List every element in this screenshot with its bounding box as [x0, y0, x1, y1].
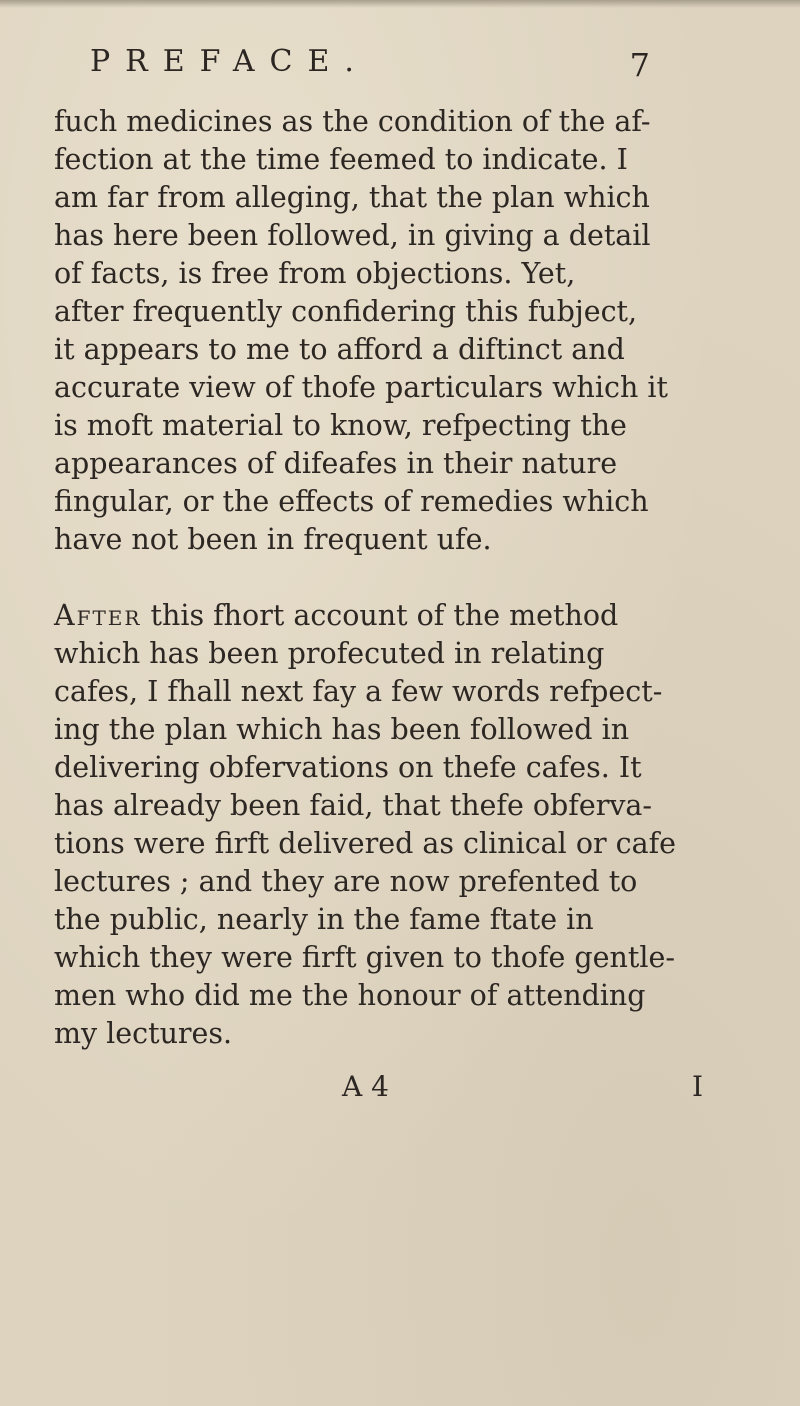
text-line: have not been in frequent ufe. [54, 523, 492, 556]
text-line: delivering obfervations on thefe cafes. It [54, 751, 642, 784]
text-line-rest: this fhort account of the method [141, 599, 619, 632]
page-number: 7 [629, 46, 650, 84]
text-line: accurate view of thofe particulars which it [54, 371, 668, 404]
text-line: tions were firft delivered as clinical or cafe [54, 827, 677, 860]
text-line [54, 597, 744, 635]
text-line: has here been followed, in giving a detail [54, 219, 651, 252]
text-line: am far from alleging, that the plan which [54, 181, 650, 214]
text-line: the public, nearly in the fame ftate in [54, 903, 594, 936]
text-line: is moft material to know, refpecting the [54, 409, 627, 442]
catchword: I [692, 1070, 704, 1103]
text-line: it appears to me to afford a diftinct and [54, 333, 625, 366]
text-line: ing the plan which has been followed in [54, 713, 630, 746]
text-line: lectures ; and they are now prefented to [54, 865, 638, 898]
running-head [90, 44, 650, 94]
text-line: of facts, is free from objections. Yet, [54, 257, 576, 290]
text-line: which has been profecuted in relating [54, 637, 605, 670]
body-text [54, 103, 744, 1053]
text-line: men who did me the honour of attending [54, 979, 646, 1012]
text-line: cafes, I fhall next fay a few words refpect- [54, 675, 663, 708]
text-line: which they were firft given to thofe gentle- [54, 941, 675, 974]
text-line: appearances of difeafes in their nature [54, 447, 618, 480]
text-line: fection at the time feemed to indicate. I [54, 143, 628, 176]
text-line: has already been faid, that thefe obferva- [54, 789, 653, 822]
signature-mark: A 4 [342, 1070, 389, 1103]
page-footer [0, 1070, 800, 1110]
text-line: my lectures. [54, 1017, 233, 1050]
text-line: fuch medicines as the condition of the af- [54, 105, 651, 138]
paragraph-break [54, 559, 744, 597]
text-line: fingular, or the effects of remedies which [54, 485, 649, 518]
text-line: after frequently confidering this fubject, [54, 295, 638, 328]
running-title: PREFACE. [90, 44, 369, 79]
paragraph-lead-word: After [54, 599, 142, 632]
page-top-edge [0, 0, 800, 8]
